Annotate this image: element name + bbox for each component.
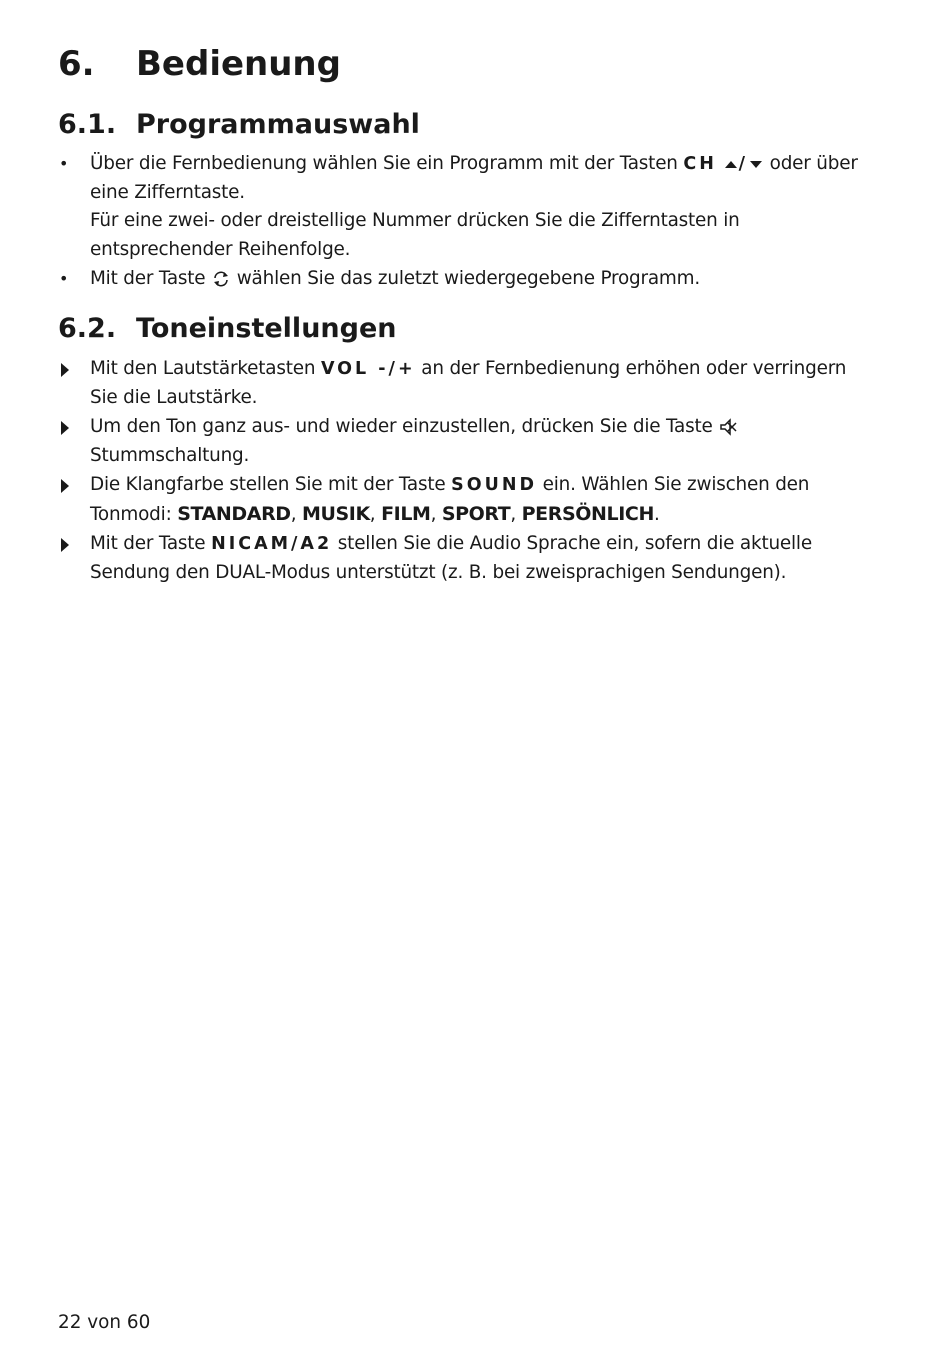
triangle-right-icon [61, 421, 69, 435]
page-number: 22 von 60 [58, 1312, 151, 1333]
item-text: wählen Sie das zuletzt wiedergegebene Programm. [236, 268, 701, 289]
key-label-vol: VOL -/+ [320, 359, 416, 379]
item-text: Die Klangfarbe stellen Sie mit der Taste [90, 474, 446, 495]
list-item [58, 150, 858, 264]
mode-film: FILM [381, 502, 431, 525]
speaker-mute-icon [718, 417, 738, 437]
item-text: an der Fernbedienung erhöhen oder verringern Sie die Lautstärke. [90, 358, 847, 408]
chapter-title: Bedienung [136, 44, 341, 84]
key-label-nicam: NICAM/A2 [211, 534, 333, 554]
item-text: Für eine zwei- oder dreistellige Nummer drücken Sie die Zifferntasten in entsprechender Reihenfolge. [90, 210, 740, 260]
triangle-right-icon [61, 538, 69, 552]
triangle-right-icon [61, 363, 69, 377]
list-item [58, 413, 858, 470]
item-text: Über die Fernbedienung wählen Sie ein Programm mit der Tasten [90, 153, 678, 174]
mode-persoenlich: PERSÖNLICH [521, 502, 654, 525]
section-heading-toneinstellungen [58, 309, 397, 349]
bullet-dot: • [59, 154, 69, 173]
item-text: Mit der Taste [90, 533, 206, 554]
triangle-up-icon [723, 158, 739, 170]
section-heading-programmauswahl [58, 105, 420, 145]
section-title: Programmauswahl [136, 109, 420, 140]
item-text: ein. Wählen Sie zwischen den Tonmodi: [90, 474, 810, 525]
recall-circle-arrows-icon [211, 269, 231, 289]
list-item [58, 530, 858, 587]
section-title: Toneinstellungen [136, 313, 397, 344]
item-text: Mit den Lautstärketasten [90, 358, 316, 379]
section-number: 6.1. [58, 109, 117, 140]
list-item [58, 355, 858, 412]
mode-standard: STANDARD [177, 502, 291, 525]
list-item [58, 265, 858, 294]
triangle-down-icon [748, 158, 764, 170]
bullet-dot: • [59, 269, 69, 288]
section-number: 6.2. [58, 313, 117, 344]
mode-musik: MUSIK [301, 502, 370, 525]
key-label-sound: SOUND [451, 475, 537, 495]
list-item: Die Klangfarbe stellen Sie mit der Taste SOUND ein. Wählen Sie zwischen den Tonmodi: STANDARD, MUSIK, FILM, SPORT, PERSÖNLICH. [58, 471, 858, 529]
item-text: Um den Ton ganz aus- und wieder einzustellen, drücken Sie die Taste [90, 416, 713, 437]
item-text: Mit der Taste [90, 268, 206, 289]
item-text: stellen Sie die Audio Sprache ein, sofern die aktuelle Sendung den DUAL-Modus unterstützt (z. B. bei zweisprachigen Sendungen). [90, 533, 812, 583]
item-text: oder über eine Zifferntaste. [90, 153, 858, 203]
mode-sport: SPORT [441, 502, 511, 525]
triangle-right-icon [61, 479, 69, 493]
programmauswahl-list [58, 150, 858, 295]
key-label-ch: CH [683, 154, 717, 174]
toneinstellungen-list [58, 355, 858, 588]
chapter-heading [58, 38, 341, 90]
chapter-number: 6. [58, 44, 95, 84]
key-separator: / [738, 154, 748, 174]
item-text: Stummschaltung. [90, 444, 250, 466]
